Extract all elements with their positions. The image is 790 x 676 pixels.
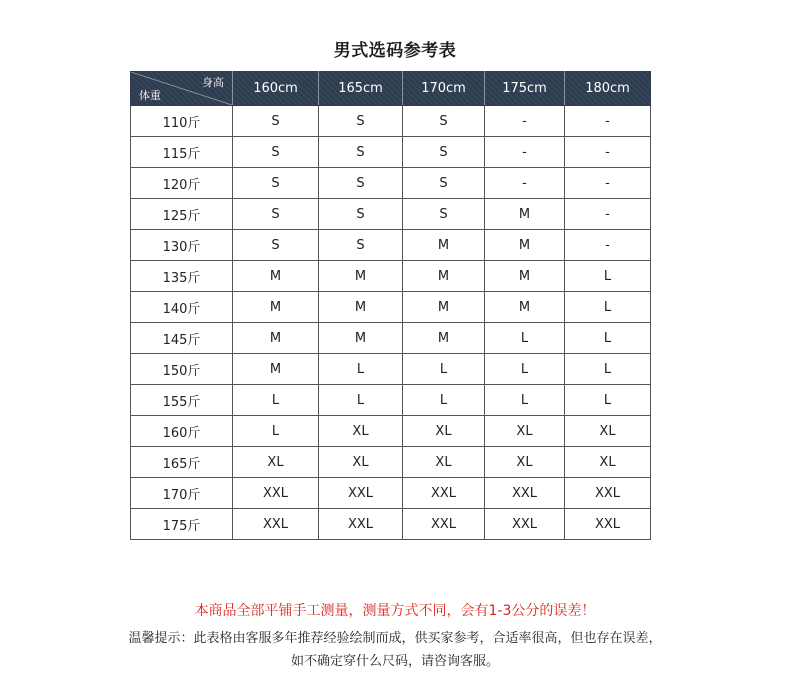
size-cell: XXL <box>403 478 485 509</box>
weight-cell: 160斤 <box>131 416 233 447</box>
weight-cell: 150斤 <box>131 354 233 385</box>
weight-cell: 145斤 <box>131 323 233 354</box>
size-cell: M <box>403 261 485 292</box>
table-row <box>131 230 651 261</box>
weight-cell: 120斤 <box>131 168 233 199</box>
size-cell: M <box>233 323 319 354</box>
size-cell: - <box>485 168 565 199</box>
size-cell: S <box>403 168 485 199</box>
size-cell: XXL <box>565 478 651 509</box>
size-cell: M <box>319 292 403 323</box>
weight-axis-label: 体重 <box>139 89 161 102</box>
table-row <box>131 416 651 447</box>
size-cell: XL <box>485 447 565 478</box>
weight-cell: 130斤 <box>131 230 233 261</box>
size-cell: M <box>233 292 319 323</box>
size-cell: M <box>233 354 319 385</box>
table-row <box>131 199 651 230</box>
size-cell: S <box>319 199 403 230</box>
size-cell: L <box>319 385 403 416</box>
size-cell: L <box>319 354 403 385</box>
table-row <box>131 478 651 509</box>
size-cell: L <box>485 385 565 416</box>
weight-cell: 170斤 <box>131 478 233 509</box>
size-cell: L <box>403 385 485 416</box>
size-cell: - <box>485 137 565 168</box>
height-axis-label: 身高 <box>202 76 224 89</box>
size-cell: - <box>565 137 651 168</box>
height-header-cell: 175cm <box>485 72 565 106</box>
table-row <box>131 261 651 292</box>
size-cell: M <box>485 292 565 323</box>
size-cell: L <box>233 416 319 447</box>
size-cell: M <box>319 323 403 354</box>
table-row <box>131 106 651 137</box>
size-cell: S <box>319 137 403 168</box>
size-cell: L <box>565 385 651 416</box>
size-cell: - <box>565 199 651 230</box>
height-header-cell: 165cm <box>319 72 403 106</box>
size-cell: XL <box>319 416 403 447</box>
weight-cell: 155斤 <box>131 385 233 416</box>
table-row <box>131 354 651 385</box>
size-cell: XXL <box>233 478 319 509</box>
size-cell: S <box>233 106 319 137</box>
tip-text-line-1: 温馨提示：此表格由客服多年推荐经验绘制而成，供买家参考，合适率很高，但也存在误差， <box>128 631 662 646</box>
size-cell: XL <box>403 416 485 447</box>
size-cell: M <box>403 230 485 261</box>
measurement-warning: 本商品全部平铺手工测量，测量方式不同，会有1-3公分的误差！ <box>194 603 596 619</box>
size-cell: S <box>319 168 403 199</box>
size-cell: M <box>485 199 565 230</box>
table-row <box>131 385 651 416</box>
size-cell: M <box>403 323 485 354</box>
size-cell: L <box>565 323 651 354</box>
size-cell: L <box>485 323 565 354</box>
height-header-cell: 160cm <box>233 72 319 106</box>
tip-text-line-2: 如不确定穿什么尺码，请咨询客服。 <box>290 654 499 669</box>
size-cell: XXL <box>233 509 319 540</box>
weight-cell: 115斤 <box>131 137 233 168</box>
table-row <box>131 292 651 323</box>
weight-cell: 110斤 <box>131 106 233 137</box>
weight-cell: 165斤 <box>131 447 233 478</box>
size-cell: L <box>403 354 485 385</box>
size-cell: XL <box>565 447 651 478</box>
weight-cell: 135斤 <box>131 261 233 292</box>
size-cell: - <box>565 106 651 137</box>
table-row <box>131 137 651 168</box>
size-cell: - <box>565 168 651 199</box>
size-cell: XXL <box>319 509 403 540</box>
size-cell: XXL <box>403 509 485 540</box>
size-cell: M <box>319 261 403 292</box>
size-cell: - <box>485 106 565 137</box>
size-cell: XL <box>403 447 485 478</box>
table-row <box>131 447 651 478</box>
height-header-cell: 180cm <box>565 72 651 106</box>
size-chart-table <box>130 71 651 540</box>
size-cell: XL <box>233 447 319 478</box>
size-cell: S <box>319 230 403 261</box>
size-cell: S <box>403 199 485 230</box>
size-cell: S <box>233 199 319 230</box>
size-table-body <box>131 106 651 540</box>
size-cell: XXL <box>565 509 651 540</box>
weight-cell: 125斤 <box>131 199 233 230</box>
size-cell: XL <box>565 416 651 447</box>
size-cell: XL <box>319 447 403 478</box>
size-cell: M <box>485 230 565 261</box>
size-cell: M <box>485 261 565 292</box>
page-title: 男式选码参考表 <box>333 41 457 61</box>
size-cell: - <box>565 230 651 261</box>
header-row <box>131 72 651 106</box>
size-cell: L <box>565 261 651 292</box>
size-cell: XL <box>485 416 565 447</box>
corner-header-cell <box>131 72 233 106</box>
size-cell: S <box>233 230 319 261</box>
size-cell: S <box>233 137 319 168</box>
size-cell: S <box>403 106 485 137</box>
size-cell: M <box>233 261 319 292</box>
size-cell: L <box>485 354 565 385</box>
size-cell: XXL <box>485 509 565 540</box>
size-cell: XXL <box>485 478 565 509</box>
table-row <box>131 323 651 354</box>
table-row <box>131 168 651 199</box>
size-cell: M <box>403 292 485 323</box>
table-row <box>131 509 651 540</box>
size-cell: L <box>565 354 651 385</box>
height-header-cell: 170cm <box>403 72 485 106</box>
size-cell: S <box>319 106 403 137</box>
size-cell: S <box>403 137 485 168</box>
size-cell: L <box>565 292 651 323</box>
weight-cell: 175斤 <box>131 509 233 540</box>
weight-cell: 140斤 <box>131 292 233 323</box>
size-cell: L <box>233 385 319 416</box>
size-cell: S <box>233 168 319 199</box>
size-cell: XXL <box>319 478 403 509</box>
